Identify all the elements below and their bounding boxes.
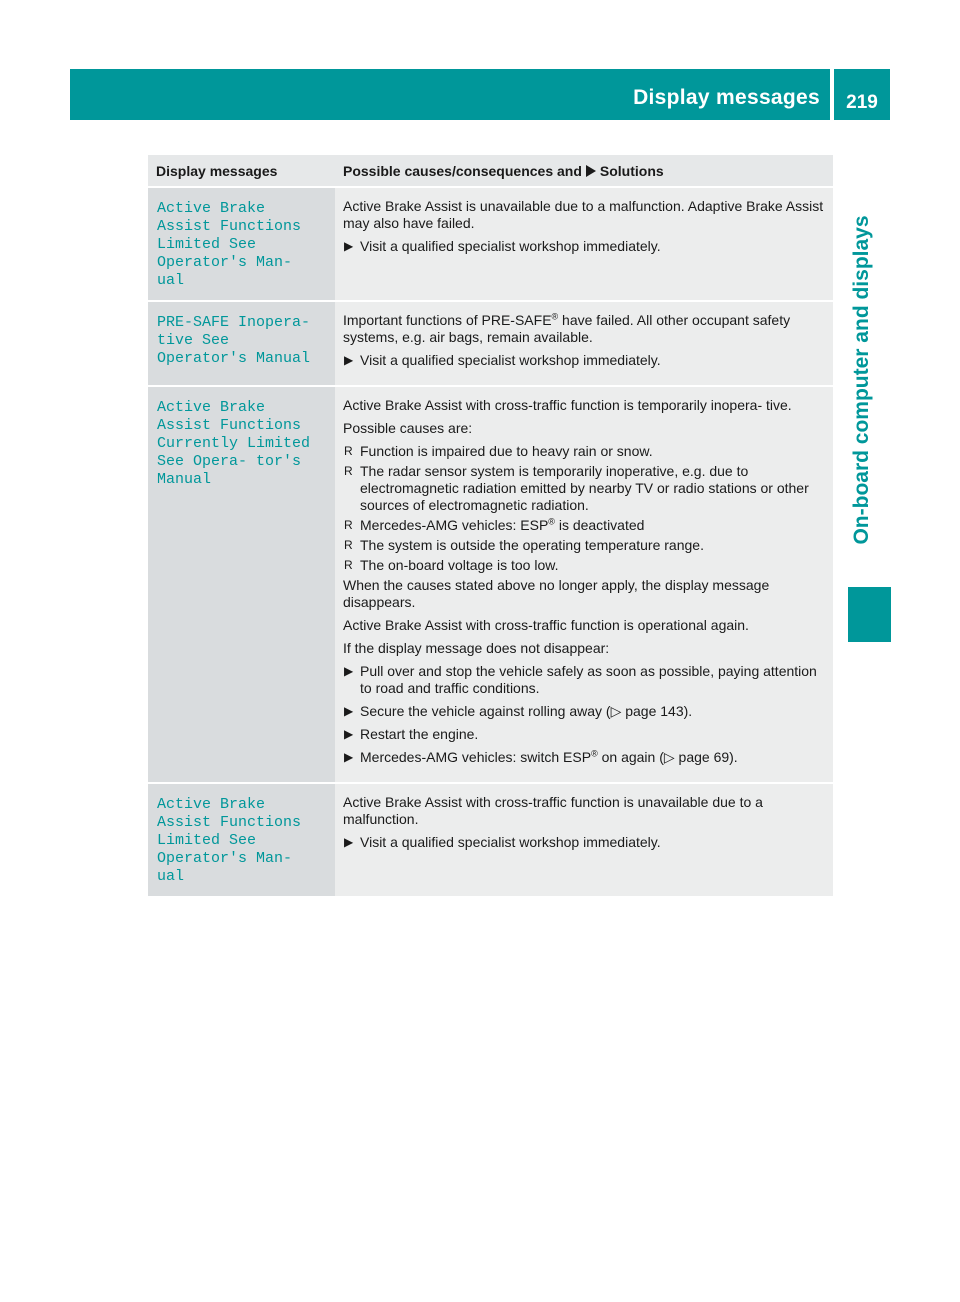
display-message-cell <box>148 301 335 386</box>
action-step-text: Mercedes-AMG vehicles: switch ESP <box>360 749 592 765</box>
cause-bullet-text: The on-board voltage is too low. <box>360 557 559 573</box>
display-message-text: Active Brake Assist Functions Limited See Operator's Man‐ ual <box>157 796 302 885</box>
play-triangle-icon: ▶ <box>344 664 354 678</box>
table-header-row <box>148 155 833 187</box>
action-step-text: Visit a qualified specialist workshop immediately. <box>360 834 661 850</box>
action-step-text-cont: on again (▷ page 69). <box>597 749 738 765</box>
info-paragraph: Active Brake Assist with cross-traffic function is operational again. <box>343 617 749 633</box>
display-message-text: Active Brake Assist Functions Currently Limited See Opera‐ tor's Manual <box>157 399 311 488</box>
registered-mark: ® <box>548 516 555 527</box>
action-step <box>343 749 827 766</box>
col-header-display-messages: Display messages <box>148 155 335 187</box>
r-bullet-icon: R <box>344 444 353 458</box>
action-step-text: Visit a qualified specialist workshop immediately. <box>360 352 661 368</box>
solution-cell <box>335 187 833 301</box>
cause-bullet-text: Function is impaired due to heavy rain or snow. <box>360 443 653 459</box>
action-step <box>343 726 827 743</box>
cause-paragraph <box>343 312 827 346</box>
page-header-bar <box>70 69 830 120</box>
play-triangle-icon: ▶ <box>344 704 354 718</box>
solution-cell <box>335 783 833 896</box>
cause-bullet <box>343 443 827 460</box>
display-message-cell <box>148 783 335 896</box>
table-row <box>148 783 833 896</box>
registered-mark: ® <box>591 748 598 759</box>
play-triangle-icon: ▶ <box>344 750 354 764</box>
table-row <box>148 187 833 301</box>
side-section-label: On-board computer and displays <box>850 215 873 545</box>
cause-bullet-text: The system is outside the operating temperature range. <box>360 537 704 553</box>
play-triangle-icon: ▶ <box>344 353 354 367</box>
display-messages-table <box>148 155 833 896</box>
action-step <box>343 238 827 255</box>
action-step-text: Pull over and stop the vehicle safely as soon as possible, paying attention to road and traffic conditions. <box>360 663 817 696</box>
page-number: 219 <box>834 69 890 120</box>
display-message-text: Active Brake Assist Functions Limited See Operator's Man‐ ual <box>157 200 302 289</box>
cause-paragraph: Active Brake Assist with cross-traffic function is unavailable due to a malfunction. <box>343 794 763 827</box>
causes-intro: Possible causes are: <box>343 420 473 436</box>
display-message-cell <box>148 386 335 783</box>
cause-bullet-text-cont: is deactivated <box>554 517 645 533</box>
action-step <box>343 663 827 697</box>
play-triangle-icon: ▶ <box>344 239 354 253</box>
cause-paragraph: Active Brake Assist is unavailable due to a malfunction. Adaptive Brake Assist may also have failed. <box>343 198 824 231</box>
registered-mark: ® <box>551 311 559 322</box>
cause-paragraph: Active Brake Assist with cross-traffic function is temporarily inopera‐ tive. <box>343 397 792 413</box>
action-step <box>343 703 827 720</box>
col-header-causes-solutions <box>335 155 833 187</box>
cause-text: Important functions of PRE-SAFE <box>343 312 552 328</box>
action-step-text: Visit a qualified specialist workshop immediately. <box>360 238 661 254</box>
side-section-tab <box>842 190 882 570</box>
action-step-text: Secure the vehicle against rolling away (▷ page 143). <box>360 703 693 719</box>
action-step <box>343 352 827 369</box>
cause-bullet-text: Mercedes-AMG vehicles: ESP <box>360 517 549 533</box>
cause-bullet-text: The radar sensor system is temporarily inoperative, e.g. due to electromagnetic radiation emitted by nearby TV or radio stations or other sources of electromagnetic radiation. <box>360 463 809 513</box>
solution-cell <box>335 301 833 386</box>
action-step <box>343 834 827 851</box>
action-step-text: Restart the engine. <box>360 726 479 742</box>
display-message-cell <box>148 187 335 301</box>
play-triangle-icon: ▶ <box>344 727 354 741</box>
info-paragraph: If the display message does not disappear: <box>343 640 610 656</box>
cause-bullet <box>343 537 827 554</box>
cause-bullet <box>343 463 827 514</box>
play-triangle-icon <box>586 165 596 177</box>
r-bullet-icon: R <box>344 518 353 532</box>
side-section-block <box>848 587 891 642</box>
info-paragraph: When the causes stated above no longer apply, the display message disappears. <box>343 577 770 610</box>
play-triangle-icon: ▶ <box>344 835 354 849</box>
cause-bullet <box>343 557 827 574</box>
page-title: Display messages <box>633 86 820 109</box>
table-row <box>148 301 833 386</box>
col-header-causes: Possible causes/consequences and <box>343 162 582 179</box>
r-bullet-icon: R <box>344 558 353 572</box>
cause-bullet <box>343 517 827 534</box>
cause-text-cont: have failed. All other occupant safety systems, e.g. air bags, remain available. <box>343 312 791 345</box>
solution-cell <box>335 386 833 783</box>
col-header-solutions: Solutions <box>599 162 664 179</box>
r-bullet-icon: R <box>344 538 353 552</box>
display-message-text: PRE-SAFE Inopera‐ tive See Operator's Manual <box>157 314 311 367</box>
table-row <box>148 386 833 783</box>
r-bullet-icon: R <box>344 464 353 478</box>
